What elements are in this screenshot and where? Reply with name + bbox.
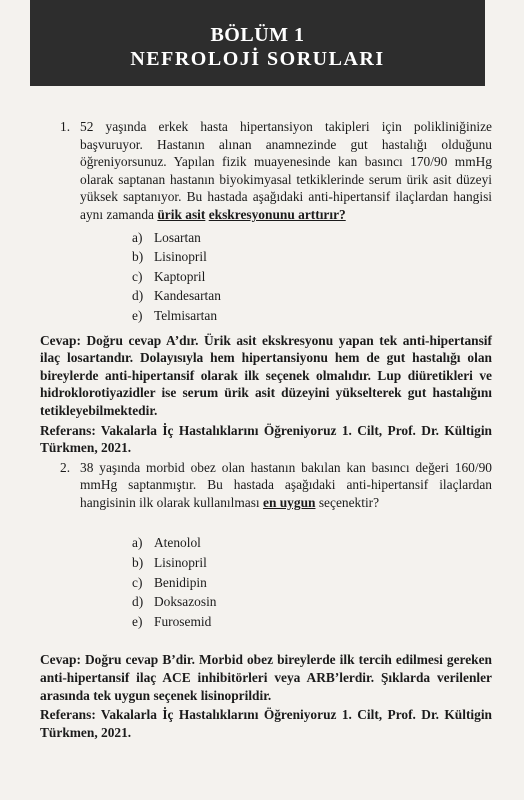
option-item (132, 533, 492, 553)
answer-text: Cevap: Doğru cevap A’dır. Ürik asit ekskresyonu yapan tek anti-hipertansif ilaç losartandır. Dolayısıyla hem hipertansiyonu hem de gut hastalığı olan bireylerde anti-hipertansif olarak ilk seçenek olmalıdır. Lup diüretikleri ve hidroklorotiyazidler ise serum ürik asit düzeyini yükselterek gut hastalığını tetikleyebilmektedir. (40, 332, 492, 418)
option-item (132, 286, 492, 306)
question-emphasis: en uygun (263, 494, 316, 510)
question-number: 2. (60, 459, 71, 475)
reference-text: Referans: Vakalarla İç Hastalıklarını Öğreniyoruz 1. Cilt, Prof. Dr. Kültigin Türkmen, 2021. (40, 422, 492, 456)
answer-text: Cevap: Doğru cevap B’dir. Morbid obez bireylerde ilk tercih edilmesi gereken anti-hipertansif ilaç ACE inhibitörleri veya ARB’lerdir. Şıklarda verilenler arasında tek uygun seçenek lisinoprildir. (40, 652, 492, 703)
option-text: Losartan (154, 229, 201, 245)
option-item (132, 247, 492, 267)
option-text: Kaptopril (154, 268, 206, 284)
question-number: 1. (60, 119, 71, 134)
question-text: 38 yaşında morbid obez olan hastanın bakılan kan basıncı değeri 160/90 mmHg saptanmıştır. Bu hastada aşağıdaki anti-hipertansif ilaçlardan hangisinin ilk olarak kullanılması (80, 459, 492, 510)
question-1 (40, 118, 492, 224)
option-item (132, 228, 492, 248)
option-text: Lisinopril (154, 249, 207, 265)
question-text: 52 yaşında erkek hasta hipertansiyon takipleri için polikliniğinize başvuruyor. Hastanın alınan anamnezinde gut hastalığı olduğunu öğreniyorsunuz. Yapılan fizik muayenesinde kan basıncı 170/90 mmHg olarak saptanan hastanın biyokimyasal tetkiklerinde serum ürik asit düzeyi yüksek saptanıyor. Bu hastada aşağıdaki anti-hipertansif ilaçlardan hangisi aynı zamanda (80, 119, 492, 222)
option-letter: d) (132, 594, 144, 610)
chapter-header (30, 0, 485, 86)
option-letter: c) (132, 574, 143, 590)
chapter-number: BÖLÜM 1 (210, 24, 305, 46)
question-text-end: seçenektir? (318, 494, 380, 510)
option-item (132, 573, 492, 593)
option-item (132, 267, 492, 287)
option-text: Doksazosin (154, 594, 217, 610)
option-letter: b) (132, 249, 144, 265)
option-letter: e) (132, 613, 143, 629)
question-2 (40, 459, 492, 512)
option-letter: e) (132, 307, 143, 323)
chapter-title: NEFROLOJİ SORULARI (130, 48, 385, 70)
page-content (40, 118, 492, 741)
option-text: Atenolol (154, 535, 201, 551)
option-text: Telmisartan (154, 307, 218, 323)
option-letter: d) (132, 288, 144, 304)
option-text: Lisinopril (154, 555, 207, 571)
reference-text: Referans: Vakalarla İç Hastalıklarını Öğreniyoruz 1. Cilt, Prof. Dr. Kültigin Türkmen, 2021. (40, 707, 492, 740)
option-text: Kandesartan (154, 288, 221, 304)
question-emphasis: ürik asit (157, 206, 206, 222)
option-letter: b) (132, 555, 144, 571)
option-letter: a) (132, 535, 143, 551)
option-item (132, 592, 492, 612)
option-text: Benidipin (154, 574, 207, 590)
question-emphasis: ekskresyonunu arttırır? (208, 206, 346, 222)
option-item (132, 612, 492, 632)
option-item (132, 306, 492, 326)
options-list (132, 533, 492, 631)
option-letter: a) (132, 229, 143, 245)
option-text: Furosemid (154, 613, 212, 629)
option-item (132, 553, 492, 573)
option-letter: c) (132, 268, 143, 284)
options-list (132, 228, 492, 326)
